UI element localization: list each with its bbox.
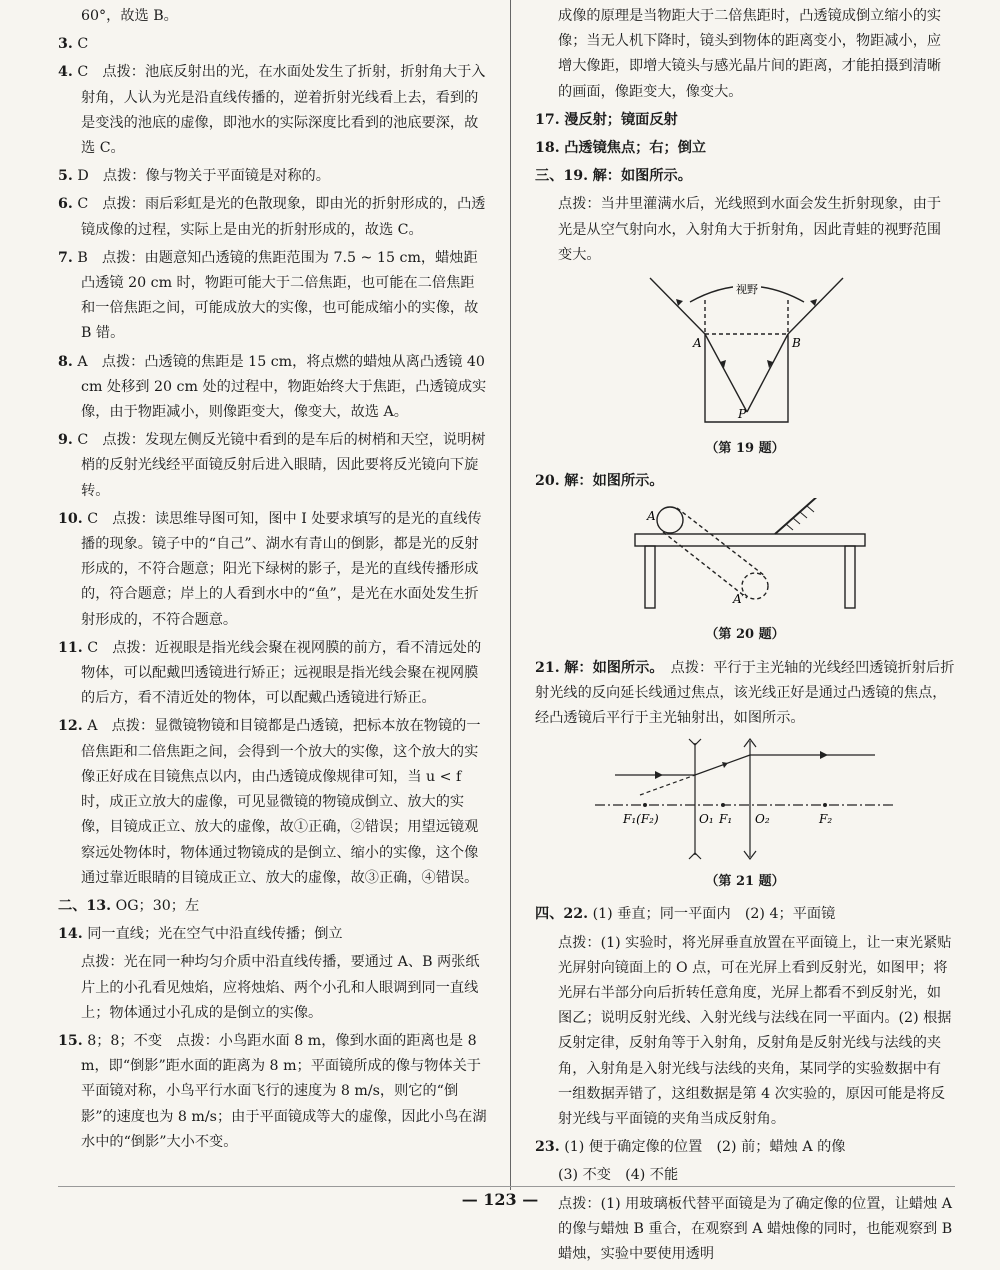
refracted-ray-left: [705, 334, 747, 412]
label-view: 视野: [736, 283, 758, 297]
label-f1f2: F₁(F₂): [623, 812, 659, 827]
page-number: — 123 —: [461, 1190, 539, 1209]
answer-q19-explanation: 点拨：当井里灌满水后，光线照到水面会发生折射现象，由于光是从空气射向水，入射角大于折射角，因此青蛙的视野范围变大。: [558, 196, 942, 263]
caption-q19: （第 19 题）: [705, 441, 785, 457]
answer-q20: 20. 解：如图所示。: [535, 473, 664, 490]
well-outline: [705, 334, 788, 422]
answer-q3: 3. C: [58, 36, 89, 53]
answer-q6: 6. C 点拨：雨后彩虹是光的色散现象，即由光的折射形成的，凸透镜成像的过程，实际上是由光的折射形成的，故选 C。: [58, 196, 486, 238]
answer-q22-explanation: 点拨：(1) 实验时，将光屏垂直放置在平面镜上，让一束光紧贴光屏射向镜面上的 O 点，可在光屏上看到反射光，如图甲；将光屏右半部分向后折转任意角度，光屏上都看不到反射光，如图乙；说明反射光线、入射光线与法线在同一平面内。(2) 根据反射定律，反射角等于入射角，反射角是反射光线与法线的夹角，入射角是入射光线与法线的夹角，某同学的实验数据中有一组数据弄错了，这组数据是第 4 次实验的，原因可能是将反射光线与平面镜的夹角当成反射角。: [558, 934, 952, 1128]
label-o2: O₂: [755, 812, 770, 827]
refracted-ray-right: [747, 334, 788, 412]
answer-q23: 23. (1) 便于确定像的位置 (2) 前；蜡烛 A 的像: [535, 1139, 846, 1156]
left-column: [58, 4, 488, 1158]
figure-q21: [535, 735, 955, 894]
answer-q15: 15. 8；8；不变 点拨：小鸟距水面 8 m，像到水面的距离也是 8 m，即“倒影”距水面的距离为 8 m；平面镜所成的像与物体关于平面镜对称，小鸟平行水面飞行的速度为 8 m/s，则它的“倒影”的速度也为 8 m/s；由于平面镜成等大的虚像，因此小鸟在湖水中的“倒影”大小不变。: [58, 1032, 487, 1150]
label-b: B: [792, 336, 801, 351]
label-a-prime: A′: [733, 592, 745, 607]
answer-q8: 8. A 点拨：凸透镜的焦距是 15 cm，将点燃的蜡烛从离凸透镜 40 cm 处移到 20 cm 处的过程中，物距始终大于焦距，凸透镜成实像，由于物距减小，则像距变大，像变大，故选 A。: [58, 353, 490, 421]
label-o1: O₁: [699, 812, 714, 827]
table-ball-mirror-diagram: [615, 498, 875, 618]
incident-ray-left: [650, 278, 705, 334]
caption-q21: （第 21 题）: [705, 874, 785, 890]
label-a: A: [693, 336, 702, 351]
answer-q10: 10. C 点拨：读思维导图可知，图中 I 处要求填写的是光的直线传播的现象。镜子中的“自己”、湖水有青山的倒影，都是光的反射形成的，不符合题意；阳光下绿树的影子，是光的直线传播形成的，符合题意；岸上的人看到水中的“鱼”，是光在水面处发生折射形成的，不符合题意。: [58, 510, 482, 628]
label-f2: F₂: [819, 812, 833, 827]
answer-q14: 14. 同一直线；光在空气中沿直线传播；倒立: [58, 926, 343, 943]
answer-q23-explanation: 点拨：(1) 用玻璃板代替平面镜是为了确定像的位置，让蜡烛 A 的像与蜡烛 B 重合，在观察到 A 蜡烛像的同时，也能观察到 B 蜡烛，实验中要使用透明: [558, 1195, 957, 1263]
right-column: [535, 4, 955, 1270]
answer-q12: 12. A 点拨：显微镜物镜和目镜都是凸透镜，把标本放在物镜的一倍焦距和二倍焦距之间，会得到一个放大的实像，这个放大的实像正好成在目镜焦点以内，由凸透镜成像规律可知，当 u < f 时，成正立放大的虚像，可见显微镜的物镜成倒立、放大的实像，目镜成正立、放大的虚像，故①正确，②错误；用望远镜观察远处物体时，物体通过物镜成的是倒立、缩小的实像，这个像通过靠近眼睛的目镜成正立、放大的虚像，故③正确，④错误。: [58, 718, 481, 886]
answer-q5: 5. D 点拨：像与物关于平面镜是对称的。: [58, 168, 330, 185]
refracted-ray: [695, 755, 750, 775]
mirror: [775, 498, 820, 534]
virtual-ball: [742, 573, 768, 599]
ball: [657, 507, 683, 533]
answer-q14-explanation: 点拨：光在同一种均匀介质中沿直线传播，要通过 A、B 两张纸片上的小孔看见烛焰，应将烛焰、两个小孔和人眼调到同一直线上；物体通过小孔成的是倒立的实像。: [81, 954, 480, 1021]
answer-q21: 21. 解：如图所示。 点拨：平行于主光轴的光线经凹透镜折射后折射光线的反向延长线通过焦点，该光线正好是通过凸透镜的焦点，经凸透镜后平行于主光轴射出，如图所示。: [535, 659, 955, 727]
answer-q4: 4. C 点拨：池底反射出的光，在水面处发生了折射，折射角大于入射角，人认为光是沿直线传播的，逆着折射光线看上去，看到的是变浅的池底的虚像，即池水的实际深度比看到的池底要深，故选 C。: [58, 64, 486, 157]
figure-q20: [535, 498, 955, 647]
label-a: A: [647, 509, 656, 524]
label-p: P: [738, 407, 747, 422]
lens-diagram: [595, 735, 895, 865]
answer-q23-part2: (3) 不变 (4) 不能: [558, 1167, 679, 1184]
answer-q11: 11. C 点拨：近视眼是指光线会聚在视网膜的前方，看不清远处的物体，可以配戴凹透镜进行矫正；远视眼是指光线会聚在视网膜的后方，看不清近处的物体，可以配戴凸透镜进行矫正。: [58, 639, 482, 707]
label-f1: F₁: [719, 812, 733, 827]
well-frog-diagram: [630, 272, 860, 432]
answer-q19: 三、19. 解：如图所示。: [535, 168, 692, 185]
figure-q19: [535, 272, 955, 461]
bottom-rule: [58, 1186, 955, 1187]
answer-q17: 17. 漫反射；镜面反射: [535, 111, 678, 128]
answer-q18: 18. 凸透镜焦点；右；倒立: [535, 140, 707, 157]
answer-q13: 二、13. OG；30；左: [58, 897, 200, 914]
answer-q7: 7. B 点拨：由题意知凸透镜的焦距范围为 7.5 ~ 15 cm，蜡烛距凸透镜 20 cm 时，物距可能大于二倍焦距，也可能在二倍焦距和一倍焦距之间，可能成放大的实像，也可能成缩小的实像，故 B 错。: [58, 249, 483, 342]
continuation-line: 60°，故选 B。: [81, 8, 178, 24]
answer-q22: 四、22. (1) 垂直；同一平面内 (2) 4；平面镜: [535, 906, 836, 923]
table-top: [635, 534, 865, 546]
answer-q9: 9. C 点拨：发现左侧反光镜中看到的是车后的树梢和天空，说明树梢的反射光线经平面镜反射后进入眼睛，因此要将反光镜向下旋转。: [58, 432, 486, 499]
column-divider: [510, 0, 511, 1190]
incident-ray-right: [788, 278, 843, 334]
answer-q16-continuation: 成像的原理是当物距大于二倍焦距时，凸透镜成倒立缩小的实像；当无人机下降时，镜头到物体的距离变小，物距减小，应增大像距，即增大镜头与感光晶片间的距离，才能拍摄到清晰的画面，像距变大，像变大。: [558, 8, 942, 100]
caption-q20: （第 20 题）: [705, 627, 785, 643]
